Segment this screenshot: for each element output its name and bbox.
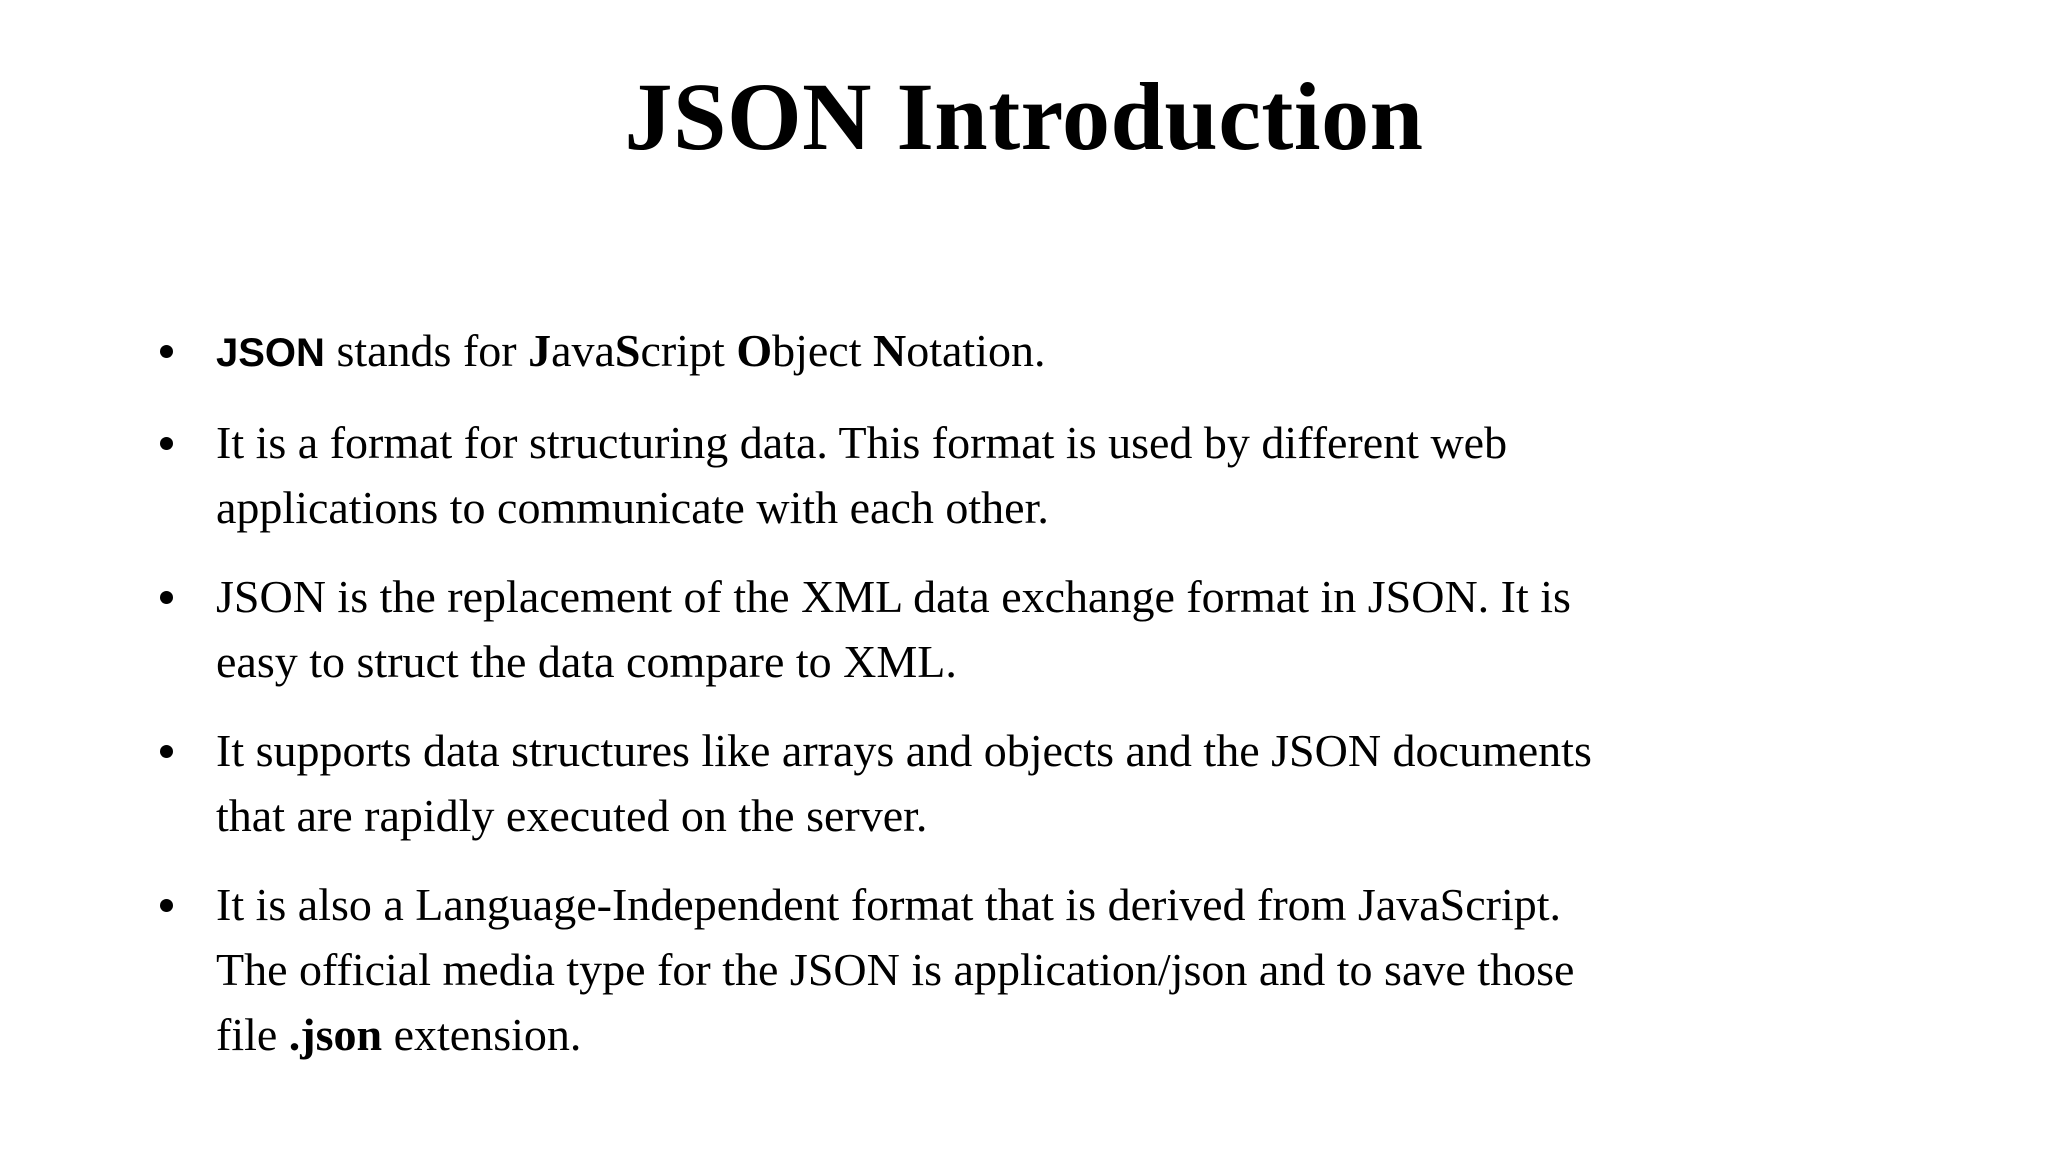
bullet-item-4 (150, 718, 1850, 848)
bullet-text: bject (772, 325, 873, 376)
bullet-item-5 (150, 872, 1850, 1067)
bullet-item-1 (150, 318, 1850, 386)
bullet-line: It is a format for structuring data. This format is used by different web (216, 417, 1508, 468)
bullet-dot-icon (160, 745, 173, 758)
bullet-line: easy to struct the data compare to XML. (216, 636, 957, 687)
json-extension: .json (288, 1009, 383, 1060)
acronym-letter-o: O (736, 325, 773, 376)
json-term: JSON (216, 331, 325, 375)
bullet-line: It supports data structures like arrays and objects and the JSON documents (216, 725, 1592, 776)
bullet-text: stands for (324, 325, 529, 376)
bullet-line: The official media type for the JSON is application/json and to save those (216, 944, 1575, 995)
bullet-item-3 (150, 564, 1850, 694)
bullet-list (150, 318, 1850, 1091)
acronym-letter-s: S (614, 325, 641, 376)
bullet-line: extension. (382, 1009, 582, 1060)
bullet-line: applications to communicate with each other. (216, 482, 1049, 533)
bullet-item-2 (150, 410, 1850, 540)
bullet-dot-icon (160, 591, 173, 604)
bullet-text: ava (551, 325, 615, 376)
bullet-text: cript (640, 325, 737, 376)
bullet-line: It is also a Language-Independent format that is derived from JavaScript. (216, 879, 1562, 930)
bullet-dot-icon (160, 345, 173, 358)
bullet-dot-icon (160, 899, 173, 912)
bullet-dot-icon (160, 437, 173, 450)
slide-title: JSON Introduction (624, 63, 1424, 170)
acronym-letter-j: J (528, 325, 552, 376)
acronym-letter-n: N (873, 325, 907, 376)
bullet-line: that are rapidly executed on the server. (216, 790, 928, 841)
bullet-line: JSON is the replacement of the XML data exchange format in JSON. It is (216, 571, 1571, 622)
bullet-line: file (216, 1009, 289, 1060)
bullet-text: otation. (906, 325, 1046, 376)
